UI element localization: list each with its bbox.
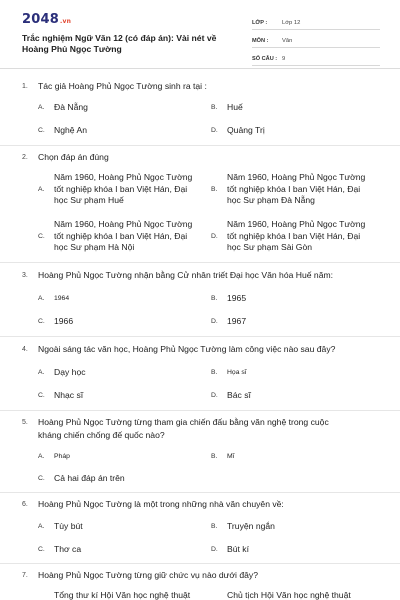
option-letter: A.: [38, 104, 45, 111]
option-letter: D.: [211, 127, 218, 134]
header-divider: [0, 68, 400, 69]
meta-value: Văn: [282, 38, 293, 44]
question-text: Ngoài sáng tác văn học, Hoàng Phủ Ngọc Tường làm công việc nào sau đây?: [38, 344, 336, 354]
option-text: 1965: [227, 293, 247, 303]
option-a[interactable]: [38, 101, 88, 114]
option-text: Dạy học: [54, 367, 86, 377]
option-text: Bác sĩ: [227, 390, 251, 400]
option-text: Bút kí: [227, 544, 249, 554]
option-text: Quảng Trị: [227, 125, 265, 135]
header: [0, 0, 400, 68]
option-letter: A.: [38, 369, 45, 376]
question-divider: [0, 563, 400, 564]
page-title: Trắc nghiệm Ngữ Văn 12 (có đáp án): Vài nét về Hoàng Phủ Ngọc Tường: [22, 33, 217, 54]
option-letter: C.: [38, 318, 45, 325]
option-text: 1964: [54, 295, 70, 302]
option-a[interactable]: [38, 450, 70, 463]
option-letter: D.: [211, 233, 218, 240]
option-text: Họa sĩ: [227, 369, 247, 376]
question-divider: [0, 336, 400, 337]
meta-row-subject: [252, 31, 380, 48]
question-text: Tác giả Hoàng Phủ Ngọc Tường sinh ra tại :: [38, 81, 207, 91]
question-number: 7.: [22, 572, 28, 579]
question-text: Chọn đáp án đúng: [38, 152, 109, 162]
meta-row-class: [252, 13, 380, 30]
option-letter: A.: [38, 186, 45, 193]
question-divider: [0, 492, 400, 493]
option-b[interactable]: [211, 520, 275, 533]
meta-label: LỚP :: [252, 20, 268, 26]
option-d[interactable]: [211, 124, 265, 137]
meta-row-count: [252, 49, 380, 66]
option-letter: B.: [211, 523, 218, 530]
option-letter: C.: [38, 127, 45, 134]
option-letter: B.: [211, 369, 218, 376]
option-text: Đà Nẵng: [54, 102, 88, 112]
option-letter: C.: [38, 392, 45, 399]
option-letter: D.: [211, 392, 218, 399]
option-text: 1967: [227, 316, 247, 326]
question-divider: [0, 410, 400, 411]
option-text: Thơ ca: [54, 544, 82, 554]
option-a[interactable]: [38, 366, 86, 379]
option-d[interactable]: [211, 315, 246, 328]
question-number: 5.: [22, 419, 28, 426]
option-b[interactable]: [211, 450, 235, 463]
option-text: Năm 1960, Hoàng Phủ Ngọc Tường tốt nghiệp khóa I ban Việt Hán, Đại học Sư phạm Đà Nẵng: [227, 172, 366, 205]
option-letter: A.: [38, 295, 45, 302]
option-letter: C.: [38, 475, 45, 482]
option-text: Mĩ: [227, 453, 235, 460]
option-text: Huế: [227, 102, 243, 112]
option-letter: C.: [38, 546, 45, 553]
option-letter: D.: [211, 318, 218, 325]
option-c[interactable]: [38, 543, 81, 556]
option-d[interactable]: [211, 219, 367, 254]
option-text: Cả hai đáp án trên: [54, 473, 125, 483]
option-b[interactable]: [211, 589, 351, 600]
option-text: Nghệ An: [54, 125, 87, 135]
question-number: 4.: [22, 346, 28, 353]
question-number: 6.: [22, 501, 28, 508]
question-text: Hoàng Phủ Ngọc Tường là một trong những nhà văn chuyên về:: [38, 499, 284, 509]
question-text: Hoàng Phủ Ngọc Tường từng giữ chức vụ nào dưới đây?: [38, 570, 258, 580]
site-logo[interactable]: 2048.vn: [22, 12, 72, 27]
option-letter: A.: [38, 523, 45, 530]
meta-value: 9: [282, 56, 286, 62]
option-b[interactable]: [211, 366, 247, 379]
option-c[interactable]: [38, 315, 73, 328]
option-text: Nhạc sĩ: [54, 390, 84, 400]
option-d[interactable]: [211, 389, 251, 402]
option-text: 1966: [54, 316, 74, 326]
option-letter: D.: [211, 546, 218, 553]
option-text: Năm 1960, Hoàng Phủ Ngọc Tường tốt nghiệp khóa I ban Việt Hán, Đại học Sư phạm Sài Gòn: [227, 219, 366, 252]
option-c[interactable]: [38, 389, 83, 402]
option-c[interactable]: [38, 219, 194, 254]
option-text: Năm 1960, Hoàng Phủ Ngọc Tường tốt nghiệp khóa I ban Việt Hán, Đại học Sư phạm Hà Nội: [54, 219, 193, 252]
option-text: Chủ tịch Hội Văn học nghệ thuật: [227, 590, 351, 600]
option-a[interactable]: [38, 589, 190, 600]
question-text: Hoàng Phủ Ngọc Tường từng tham gia chiến đấu bằng văn nghệ trong cuộc kháng chiến chống đế quốc nào?: [38, 417, 329, 440]
option-letter: B.: [211, 295, 218, 302]
option-c[interactable]: [38, 472, 125, 485]
option-letter: A.: [38, 453, 45, 460]
question-number: 1.: [22, 83, 28, 90]
option-text: Tùy bút: [54, 521, 83, 531]
meta-value: Lớp 12: [282, 20, 301, 26]
meta-box: [252, 13, 380, 67]
option-text: Pháp: [54, 453, 70, 460]
meta-label: MÔN :: [252, 38, 269, 44]
option-text: Năm 1960, Hoàng Phủ Ngọc Tường tốt nghiệp khóa I ban Việt Hán, Đại học Sư phạm Huế: [54, 172, 193, 205]
option-text: Tổng thư kí Hội Văn học nghệ thuật: [54, 590, 191, 600]
option-b[interactable]: [211, 292, 246, 305]
option-c[interactable]: [38, 124, 87, 137]
option-a[interactable]: [38, 172, 194, 207]
question-number: 3.: [22, 272, 28, 279]
question-divider: [0, 262, 400, 263]
option-text: Truyện ngắn: [227, 521, 275, 531]
option-b[interactable]: [211, 101, 243, 114]
option-letter: B.: [211, 104, 218, 111]
option-d[interactable]: [211, 543, 249, 556]
option-letter: B.: [211, 186, 218, 193]
option-a[interactable]: [38, 520, 83, 533]
option-letter: C.: [38, 233, 45, 240]
question-number: 2.: [22, 154, 28, 161]
question-divider: [0, 145, 400, 146]
option-a[interactable]: [38, 292, 69, 305]
question-text: Hoàng Phủ Ngọc Tường nhận bằng Cử nhân triết Đại học Văn hóa Huế năm:: [38, 270, 334, 280]
option-letter: B.: [211, 453, 218, 460]
meta-label: SỐ CÂU :: [252, 56, 278, 62]
option-b[interactable]: [211, 172, 367, 207]
